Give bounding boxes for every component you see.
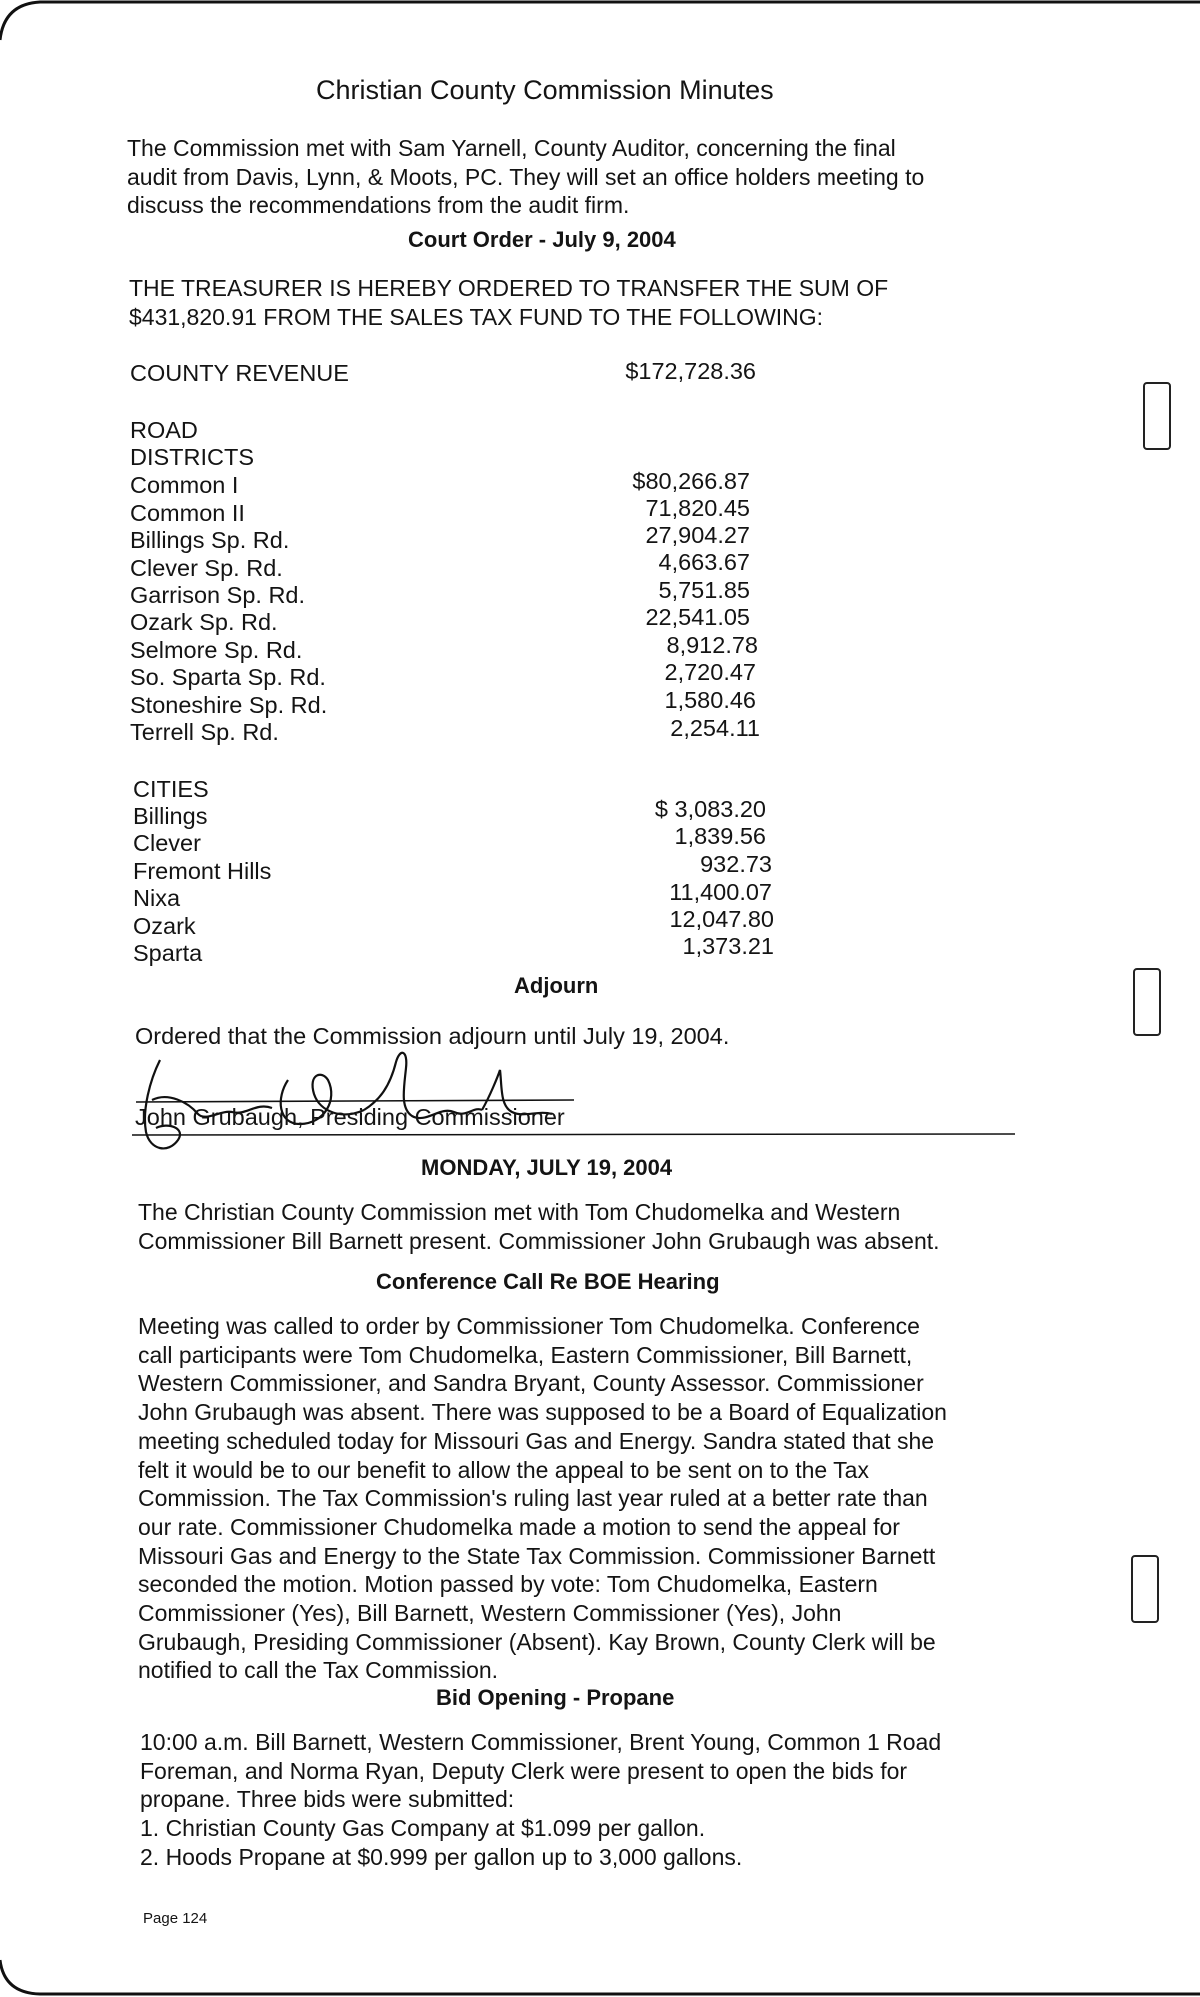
county-revenue-label: COUNTY REVENUE bbox=[130, 360, 349, 386]
text-line: audit from Davis, Lynn, & Moots, PC. They will set an office holders meeting to bbox=[127, 163, 925, 190]
city-name: Ozark bbox=[133, 913, 196, 939]
district-amount: 1,580.46 bbox=[664, 687, 756, 713]
district-name: Stoneshire Sp. Rd. bbox=[130, 692, 328, 718]
text-line: Commissioner Bill Barnett present. Commissioner John Grubaugh was absent. bbox=[138, 1227, 940, 1254]
city-amount: 932.73 bbox=[700, 851, 772, 877]
text-line: our rate. Commissioner Chudomelka made a motion to send the appeal for bbox=[138, 1513, 900, 1540]
district-amount: 27,904.27 bbox=[645, 522, 750, 548]
district-amount: 2,254.11 bbox=[670, 715, 760, 741]
city-name: Billings bbox=[133, 803, 208, 829]
district-amount: 8,912.78 bbox=[666, 632, 758, 658]
city-amount: $ 3,083.20 bbox=[654, 796, 766, 822]
court-order-heading: Court Order - July 9, 2004 bbox=[408, 227, 676, 252]
text-line: THE TREASURER IS HEREBY ORDERED TO TRANSFER THE SUM OF bbox=[129, 275, 889, 301]
transfer-order bbox=[129, 274, 969, 331]
text-line: Commission. The Tax Commission's ruling last year ruled at a better rate than bbox=[138, 1485, 928, 1512]
text-line: call participants were Tom Chudomelka, Eastern Commissioner, Bill Barnett, bbox=[138, 1341, 913, 1368]
text-line: discuss the recommendations from the audit firm. bbox=[127, 192, 630, 219]
district-name: Common I bbox=[130, 472, 239, 498]
district-name: Selmore Sp. Rd. bbox=[130, 637, 303, 663]
city-amount: 12,047.80 bbox=[669, 906, 774, 932]
city-name: Fremont Hills bbox=[133, 858, 272, 884]
adjourn-heading: Adjourn bbox=[514, 973, 599, 998]
district-amount: $80,266.87 bbox=[632, 468, 750, 494]
road-districts-heading: ROAD bbox=[130, 417, 198, 443]
text-line: John Grubaugh was absent. There was supposed to be a Board of Equalization bbox=[138, 1399, 947, 1426]
city-amount: 11,400.07 bbox=[669, 879, 772, 905]
cities-heading: CITIES bbox=[133, 776, 209, 802]
text-line: Grubaugh, Presiding Commissioner (Absent). Kay Brown, County Clerk will be bbox=[138, 1628, 936, 1655]
page-number: Page 124 bbox=[143, 1910, 208, 1927]
district-name: Clever Sp. Rd. bbox=[130, 555, 283, 581]
text-line: notified to call the Tax Commission. bbox=[138, 1657, 499, 1684]
text-line: 10:00 a.m. Bill Barnett, Western Commissioner, Brent Young, Common 1 Road bbox=[140, 1729, 942, 1755]
intro-paragraph bbox=[127, 134, 967, 220]
text-line: Missouri Gas and Energy to the State Tax Commission. Commissioner Barnett bbox=[138, 1542, 936, 1569]
adjourn-text: Ordered that the Commission adjourn until July 19, 2004. bbox=[135, 1023, 730, 1049]
district-name: So. Sparta Sp. Rd. bbox=[130, 664, 326, 690]
county-revenue-amount: $172,728.36 bbox=[625, 358, 756, 384]
city-name: Nixa bbox=[133, 885, 181, 911]
district-amount: 2,720.47 bbox=[664, 659, 756, 685]
document-title: Christian County Commission Minutes bbox=[316, 75, 774, 105]
city-amount: 1,839.56 bbox=[674, 823, 766, 849]
text-line: The Christian County Commission met with Tom Chudomelka and Western bbox=[138, 1199, 901, 1225]
district-amount: 4,663.67 bbox=[658, 549, 750, 575]
list-item: 2. Hoods Propane at $0.999 per gallon up to 3,000 gallons. bbox=[140, 1843, 743, 1870]
binder-tab-bottom bbox=[1131, 1555, 1159, 1623]
city-amount: 1,373.21 bbox=[682, 933, 774, 959]
monday-heading: MONDAY, JULY 19, 2004 bbox=[421, 1155, 673, 1180]
text-line: $431,820.91 FROM THE SALES TAX FUND TO THE FOLLOWING: bbox=[129, 303, 824, 330]
text-line: The Commission met with Sam Yarnell, County Auditor, concerning the final bbox=[127, 135, 896, 161]
monday-paragraph bbox=[138, 1198, 978, 1255]
district-name: Terrell Sp. Rd. bbox=[130, 719, 279, 745]
bid-opening-paragraph bbox=[140, 1728, 980, 1872]
text-line: felt it would be to our benefit to allow the appeal to be sent on to the Tax bbox=[138, 1456, 869, 1483]
district-name: Garrison Sp. Rd. bbox=[130, 582, 306, 608]
signer-name: John Grubaugh, Presiding Commissioner bbox=[135, 1104, 565, 1130]
district-amount: 5,751.85 bbox=[658, 577, 750, 603]
city-name: Sparta bbox=[133, 940, 203, 966]
signature-image bbox=[128, 1040, 588, 1160]
district-name: Billings Sp. Rd. bbox=[130, 527, 290, 553]
list-item: 1. Christian County Gas Company at $1.099 per gallon. bbox=[140, 1815, 706, 1842]
text-line: seconded the motion. Motion passed by vote: Tom Chudomelka, Eastern bbox=[138, 1571, 878, 1598]
city-name: Clever bbox=[133, 830, 201, 856]
text-line: meeting scheduled today for Missouri Gas and Energy. Sandra stated that she bbox=[138, 1427, 935, 1454]
conference-call-heading: Conference Call Re BOE Hearing bbox=[376, 1269, 720, 1294]
text-line: Commissioner (Yes), Bill Barnett, Western Commissioner (Yes), John bbox=[138, 1600, 842, 1627]
text-line: Western Commissioner, and Sandra Bryant, County Assessor. Commissioner bbox=[138, 1370, 924, 1397]
conference-call-paragraph bbox=[138, 1312, 978, 1685]
district-amount: 71,820.45 bbox=[645, 495, 750, 521]
district-name: Ozark Sp. Rd. bbox=[130, 609, 278, 635]
bid-opening-heading: Bid Opening - Propane bbox=[436, 1685, 675, 1710]
road-districts-heading: DISTRICTS bbox=[130, 444, 255, 470]
district-amount: 22,541.05 bbox=[645, 604, 750, 630]
binder-tab-top bbox=[1143, 382, 1171, 450]
text-line: Foreman, and Norma Ryan, Deputy Clerk were present to open the bids for bbox=[140, 1757, 908, 1784]
text-line: propane. Three bids were submitted: bbox=[140, 1786, 515, 1813]
district-name: Common II bbox=[130, 500, 245, 526]
text-line: Meeting was called to order by Commissioner Tom Chudomelka. Conference bbox=[138, 1313, 920, 1339]
binder-tab-middle bbox=[1133, 968, 1161, 1036]
